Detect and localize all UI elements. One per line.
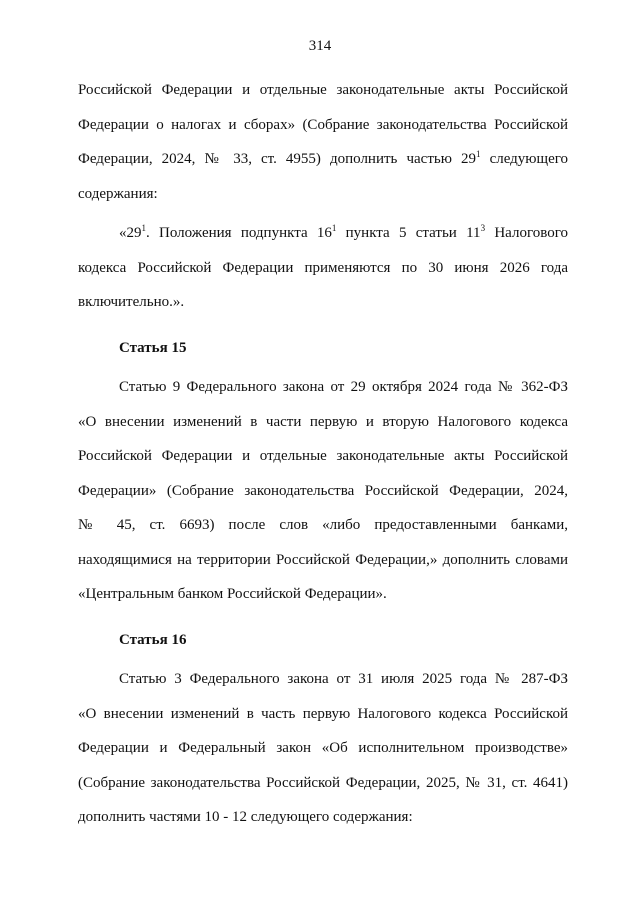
intro-paragraph [78,73,568,211]
text-line: Российской Федерации и отдельные законодательные акты Российской [78,82,568,98]
text-line [78,142,568,177]
superscript: 3 [480,223,486,233]
superscript: 1 [476,149,481,159]
text-fragment: Налогового [485,225,568,241]
article-heading: Статья 16 [119,631,187,648]
quote-paragraph [78,216,568,320]
document-body [78,73,568,835]
text-line: содержания: [78,185,158,202]
text-line: включительно.». [78,294,185,310]
text-line: Федерации и Федеральный закон «Об исполнительном производстве» [78,740,568,756]
superscript: 1 [141,223,146,233]
text-line [78,216,568,251]
text-line: кодекса Российской Федерации применяются по 30 июня 2026 года [78,259,568,276]
text-line: находящимися на территории Российской Федерации,» дополнить словами [78,551,568,568]
text-fragment: следующего [480,151,568,167]
article16-paragraph [78,662,568,835]
article-heading: Статья 15 [119,339,187,356]
article15-paragraph [78,370,568,612]
text-line: Федерации» (Собрание законодательства Российской Федерации, 2024, [78,482,568,499]
text-fragment: . Положения подпункта 16 [146,225,332,241]
text-line: Статью 3 Федерального закона от 31 июля 2025 года № 287-ФЗ [119,671,568,687]
text-line: Федерации о налогах и сборах» (Собрание законодательства Российской [78,116,568,133]
text-line: «О внесении изменений в часть первую Налогового кодекса Российской [78,705,568,722]
text-line: дополнить частями 10 - 12 следующего содержания: [78,809,413,825]
superscript: 1 [331,223,337,233]
text-line: «О внесении изменений в части первую и вторую Налогового кодекса [78,413,568,430]
text-line: № 45, ст. 6693) после слов «либо предоставленными банками, [78,517,568,533]
text-fragment: Федерации, 2024, № 33, ст. 4955) дополнить частью 29 [78,151,476,167]
text-fragment: пункта 5 статьи 11 [336,225,481,241]
text-line: Российской Федерации и отдельные законодательные акты Российской [78,448,568,464]
text-line: Статью 9 Федерального закона от 29 октября 2024 года № 362-ФЗ [119,379,568,395]
text-line: (Собрание законодательства Российской Федерации, 2025, № 31, ст. 4641) [78,774,568,791]
page-number: 314 [308,38,332,54]
text-fragment: «29 [119,225,142,241]
text-line: «Центральным банком Российской Федерации». [78,586,387,602]
